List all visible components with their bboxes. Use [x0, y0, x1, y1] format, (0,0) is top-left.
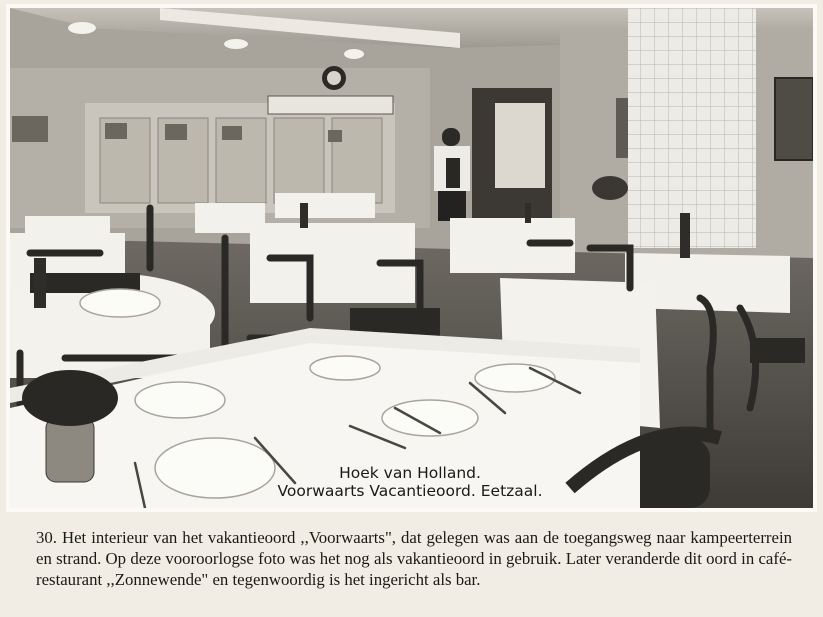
dining-room-photo — [10, 8, 813, 508]
postcard-caption — [260, 464, 560, 500]
photo-frame — [6, 4, 817, 512]
postcard-caption-line-2: Voorwaarts Vacantieoord. Eetzaal. — [277, 482, 543, 500]
postcard-caption-line-1: Hoek van Holland. — [339, 464, 481, 482]
book-caption: 30. Het interieur van het vakantieoord ,,Voorwaarts", dat gelegen was aan de toegangsweg naar kampeerterrein en strand. Op deze vooroorlogse foto was het nog als vakantieoord in gebruik. Later veranderde dit oord in café-restaurant ,,Zonnewende" en tegenwoordig is het ingericht als bar. — [36, 528, 792, 590]
dining-room-illustration — [10, 8, 813, 508]
